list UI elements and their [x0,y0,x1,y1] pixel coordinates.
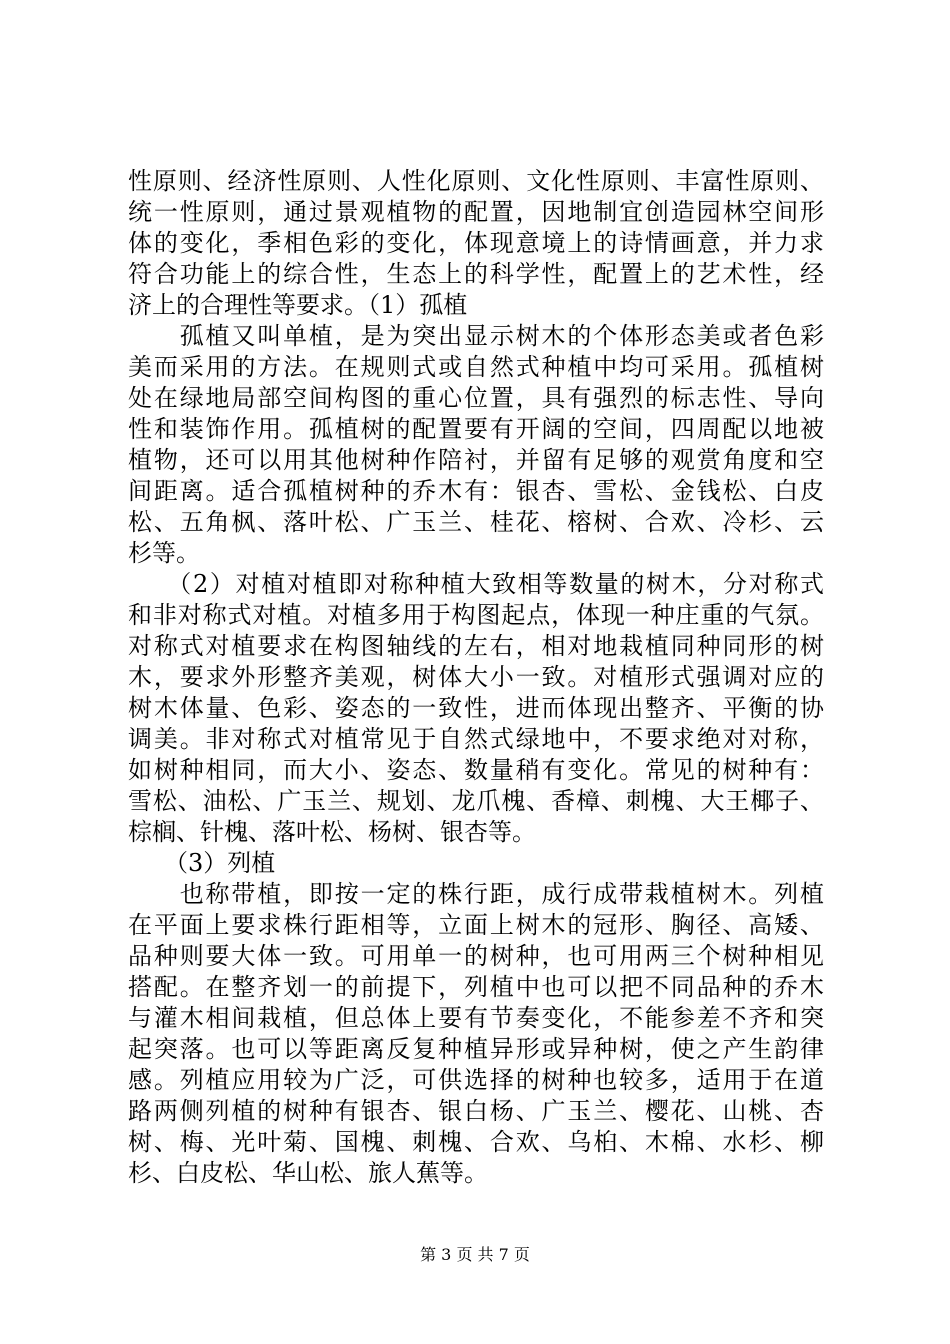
document-body [128,166,824,1189]
text-line: 与灌木相间栽植，但总体上要有节奏变化，不能参差不齐和突 [128,1004,824,1032]
text-line: 棕榈、针槐、落叶松、杨树、银杏等。 [128,818,536,846]
text-line: 处在绿地局部空间构图的重心位置，具有强烈的标志性、导向 [128,384,824,412]
text-line: 性原则、经济性原则、人性化原则、文化性原则、丰富性原则、 [128,167,824,195]
text-line: 性和装饰作用。孤植树的配置要有开阔的空间，四周配以地被 [128,415,824,443]
text-line: 美而采用的方法。在规则式或自然式种植中均可采用。孤植树 [128,353,824,381]
text-line: 体的变化，季相色彩的变化，体现意境上的诗情画意，并力求 [128,229,824,257]
text-line: 济上的合理性等要求。（1）孤植 [128,291,468,319]
text-line: 搭配。在整齐划一的前提下，列植中也可以把不同品种的乔木 [128,973,824,1001]
text-line: （3）列植 [128,849,276,877]
text-line: 如树种相同，而大小、姿态、数量稍有变化。常见的树种有： [128,756,824,784]
text-line: 木，要求外形整齐美观，树体大小一致。对植形式强调对应的 [128,663,824,691]
text-line: 植物，还可以用其他树种作陪衬，并留有足够的观赏角度和空 [128,446,824,474]
text-line: 符合功能上的综合性，生态上的科学性，配置上的艺术性，经 [128,260,824,288]
text-line: 树、梅、光叶菊、国槐、刺槐、合欢、乌桕、木棉、水杉、柳 [128,1128,824,1156]
text-line: 松、五角枫、落叶松、广玉兰、桂花、榕树、合欢、冷杉、云 [128,508,824,536]
text-line: 孤植又叫单植，是为突出显示树木的个体形态美或者色彩 [128,322,824,350]
text-line: 调美。非对称式对植常见于自然式绿地中，不要求绝对对称， [128,725,824,753]
text-line: 杉等。 [128,539,200,567]
page-footer: 第 3 页 共 7 页 [420,1245,530,1264]
text-line: 对称式对植要求在构图轴线的左右，相对地栽植同种同形的树 [128,632,824,660]
text-line: 间距离。适合孤植树种的乔木有：银杏、雪松、金钱松、白皮 [128,477,824,505]
text-line: 在平面上要求株行距相等，立面上树木的冠形、胸径、高矮、 [128,911,824,939]
text-line: （2）对植对植即对称种植大致相等数量的树木，分对称式 [128,570,824,598]
text-line: 树木体量、色彩、姿态的一致性，进而体现出整齐、平衡的协 [128,694,824,722]
text-line: 品种则要大体一致。可用单一的树种，也可用两三个树种相见 [128,942,824,970]
text-line: 路两侧列植的树种有银杏、银白杨、广玉兰、樱花、山桃、杏 [128,1097,824,1125]
text-line: 雪松、油松、广玉兰、规划、龙爪槐、香樟、刺槐、大王椰子、 [128,787,824,815]
text-line: 起突落。也可以等距离反复种植异形或异种树，使之产生韵律 [128,1035,824,1063]
text-line: 统一性原则，通过景观植物的配置，因地制宜创造园林空间形 [128,198,824,226]
text-line: 杉、白皮松、华山松、旅人蕉等。 [128,1159,488,1187]
text-line: 和非对称式对植。对植多用于构图起点，体现一种庄重的气氛。 [128,601,824,629]
text-line: 也称带植，即按一定的株行距，成行成带栽植树木。列植 [128,880,824,908]
text-line: 感。列植应用较为广泛，可供选择的树种也较多，适用于在道 [128,1066,824,1094]
